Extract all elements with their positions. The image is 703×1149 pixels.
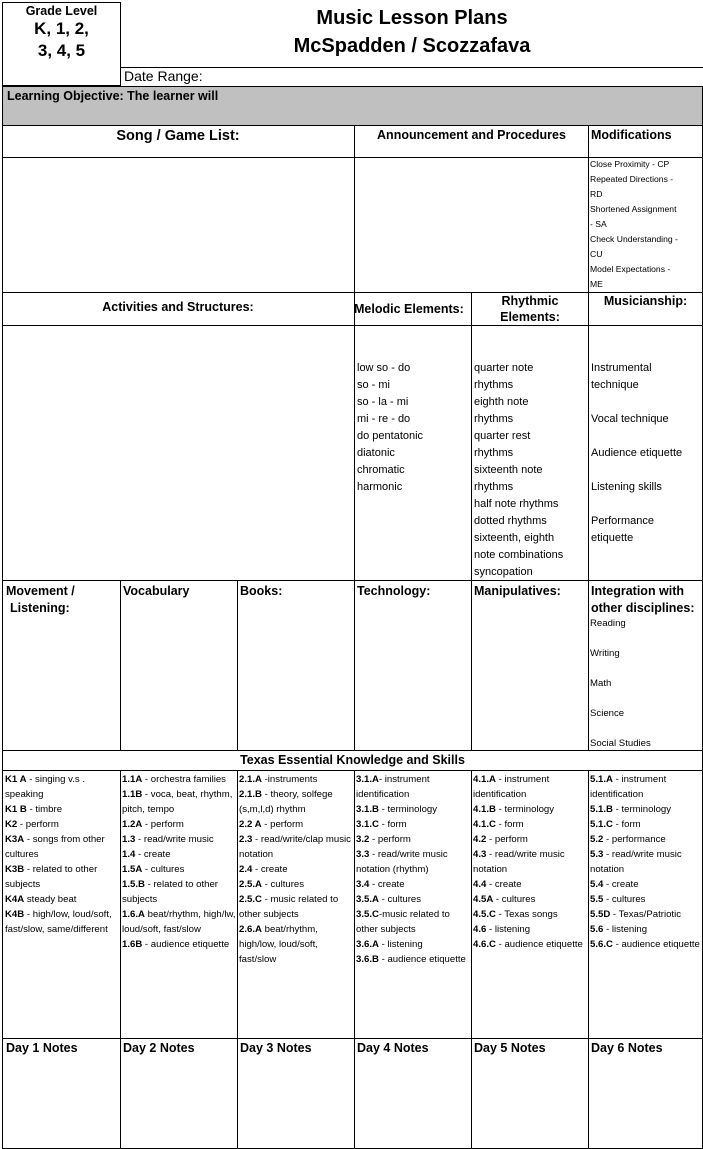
melodic-item: low so - do bbox=[357, 362, 411, 374]
teks-entry bbox=[590, 847, 702, 877]
teks-code: 2.5.C bbox=[239, 894, 262, 905]
melodic-list bbox=[357, 360, 423, 496]
teks-entry bbox=[356, 937, 470, 952]
teks-description: - perform bbox=[261, 819, 304, 830]
teks-entry bbox=[590, 832, 702, 847]
teks-entry bbox=[239, 832, 353, 862]
musicianship-item: technique bbox=[591, 379, 639, 391]
teks-code: 5.1.A bbox=[590, 774, 613, 785]
teks-entry bbox=[239, 817, 353, 832]
teks-description: - listening bbox=[603, 924, 648, 935]
modification-item: Shortened Assignment bbox=[590, 204, 677, 214]
teks-code: 4.2 bbox=[473, 834, 487, 845]
teks-entry bbox=[356, 892, 470, 907]
teks-code: 3.6.B bbox=[356, 954, 379, 965]
modification-item: - SA bbox=[590, 219, 607, 229]
teks-entry bbox=[356, 907, 470, 937]
teks-code: 4.3 bbox=[473, 849, 487, 860]
teks-description: - high/low, loud/soft, fast/slow, same/different bbox=[5, 909, 112, 935]
date-range-label: Date Range: bbox=[124, 68, 203, 84]
teks-code: 3.6.A bbox=[356, 939, 379, 950]
teks-entry bbox=[122, 847, 236, 862]
teks-entry bbox=[590, 802, 702, 817]
day-4-notes: Day 4 Notes bbox=[357, 1041, 429, 1055]
teks-description: - singing v.s . speaking bbox=[5, 774, 85, 800]
modification-item: Close Proximity - CP bbox=[590, 159, 670, 169]
rhythmic-item: quarter note bbox=[474, 362, 534, 374]
teks-entry bbox=[590, 907, 702, 922]
day-3-notes: Day 3 Notes bbox=[240, 1041, 312, 1055]
teks-description: - related to other subjects bbox=[122, 879, 218, 905]
teks-code: 1.4 bbox=[122, 849, 136, 860]
modification-item: CU bbox=[590, 249, 603, 259]
teks-entry bbox=[239, 787, 353, 817]
teks-entry bbox=[590, 817, 702, 832]
teks-description: - audience etiquette bbox=[378, 954, 466, 965]
musicianship-item: Performance bbox=[591, 515, 654, 527]
teks-description: - terminology bbox=[612, 804, 672, 815]
melodic-header: Melodic Elements: bbox=[354, 302, 464, 316]
integration-header bbox=[591, 583, 695, 617]
rhythmic-item: sixteenth note bbox=[474, 464, 543, 476]
learning-objective: Learning Objective: The learner will bbox=[2, 86, 703, 126]
day-6-notes: Day 6 Notes bbox=[591, 1041, 663, 1055]
teks-code: 2.2 A bbox=[239, 819, 262, 830]
teks-entry bbox=[473, 847, 587, 877]
rhythmic-item: rhythms bbox=[474, 481, 514, 493]
teks-entry bbox=[239, 892, 353, 922]
title-line2: McSpadden / Scozzafava bbox=[293, 35, 531, 57]
teks-entry bbox=[473, 772, 587, 802]
integration-item: Writing bbox=[590, 648, 620, 659]
teks-description: - cultures bbox=[603, 894, 646, 905]
teks-code: 1.3 bbox=[122, 834, 136, 845]
modification-item: Model Expectations - bbox=[590, 264, 671, 274]
teks-code: K3B bbox=[5, 864, 25, 875]
activities-header: Activities and Structures: bbox=[102, 300, 254, 314]
teks-entry bbox=[473, 892, 587, 907]
teks-code: 5.1.C bbox=[590, 819, 613, 830]
musicianship-item bbox=[591, 394, 682, 411]
teks-entry bbox=[239, 877, 353, 892]
teks-code: 4.1.B bbox=[473, 804, 496, 815]
teks-description: - read/write music notation (rhythm) bbox=[356, 849, 448, 875]
teks-description: - instrument identification bbox=[473, 774, 550, 800]
musicianship-item: Listening skills bbox=[591, 481, 662, 493]
teks-description: - Texas/Patriotic bbox=[610, 909, 681, 920]
teks-entry bbox=[5, 862, 118, 892]
teks-entry bbox=[239, 772, 353, 787]
teks-description: - cultures bbox=[493, 894, 536, 905]
integration-list bbox=[590, 616, 651, 751]
teks-entry bbox=[122, 832, 236, 847]
books-header: Books: bbox=[240, 584, 283, 598]
teks-entry bbox=[590, 877, 702, 892]
vocabulary-header: Vocabulary bbox=[123, 584, 190, 598]
teks-description: - read/write music bbox=[135, 834, 214, 845]
teks-entry bbox=[239, 862, 353, 877]
teks-entry bbox=[473, 937, 587, 952]
teks-entry bbox=[356, 952, 470, 967]
teks-code: 1.2A bbox=[122, 819, 143, 830]
teks-code: 3.5.A bbox=[356, 894, 379, 905]
teks-description: - theory, solfege (s,m,l,d) rhythm bbox=[239, 789, 333, 815]
teks-description: - perform bbox=[17, 819, 59, 830]
teks-description: - cultures bbox=[261, 879, 305, 890]
teks-entry bbox=[5, 892, 118, 907]
teks-description: - performance bbox=[603, 834, 666, 845]
teks-code: 1.1A bbox=[122, 774, 143, 785]
teks-code: 4.6.C bbox=[473, 939, 496, 950]
teks-description: - terminology bbox=[378, 804, 438, 815]
day-2-notes: Day 2 Notes bbox=[123, 1041, 195, 1055]
teks-description: - orchestra families bbox=[142, 774, 226, 785]
musicianship-item bbox=[591, 462, 682, 479]
teks-entry bbox=[5, 772, 118, 802]
teks-entry bbox=[356, 817, 470, 832]
integration-header-line1: Integration with bbox=[591, 584, 685, 598]
teks-description: - instrument identification bbox=[590, 774, 667, 800]
grade-level-label: Grade Level bbox=[25, 4, 98, 18]
day-1-notes: Day 1 Notes bbox=[6, 1041, 78, 1055]
teks-description: - create bbox=[369, 879, 405, 890]
teks-description: - listening bbox=[486, 924, 531, 935]
manipulatives-header: Manipulatives: bbox=[474, 584, 561, 598]
teks-code: 5.5 bbox=[590, 894, 604, 905]
teks-code: 3.4 bbox=[356, 879, 370, 890]
teks-entry bbox=[122, 877, 236, 907]
modifications-list bbox=[590, 157, 702, 292]
teks-entry bbox=[5, 802, 118, 817]
teks-code: 2.1.A bbox=[239, 774, 262, 785]
teks-code: 2.4 bbox=[239, 864, 253, 875]
rhythmic-item: half note rhythms bbox=[474, 498, 559, 510]
teks-code: K3A bbox=[5, 834, 25, 845]
teks-description: - read/write/clap music notation bbox=[239, 834, 351, 860]
teks-column-k bbox=[5, 772, 118, 937]
teks-description: - cultures bbox=[378, 894, 422, 905]
teks-code: 2.1.B bbox=[239, 789, 262, 800]
teks-entry bbox=[122, 817, 236, 832]
musicianship-header: Musicianship: bbox=[603, 294, 688, 308]
teks-description: - audience etiquette bbox=[612, 939, 700, 950]
teks-description: - create bbox=[135, 849, 171, 860]
teks-column-4 bbox=[473, 772, 587, 952]
rhythmic-item: rhythms bbox=[474, 447, 514, 459]
integration-item: Reading bbox=[590, 618, 626, 629]
teks-entry bbox=[590, 937, 702, 952]
teks-description: - instrument identification bbox=[356, 774, 430, 800]
teks-code: K4B bbox=[5, 909, 25, 920]
teks-code: 1.6B bbox=[122, 939, 143, 950]
teks-description: steady beat bbox=[24, 894, 77, 905]
teks-code: 1.5.B bbox=[122, 879, 145, 890]
teks-entry bbox=[473, 907, 587, 922]
teks-description: - perform bbox=[486, 834, 528, 845]
teks-code: 4.5.C bbox=[473, 909, 496, 920]
musicianship-list bbox=[591, 360, 682, 547]
teks-entry bbox=[122, 772, 236, 787]
teks-entry bbox=[122, 937, 236, 952]
teks-entry bbox=[5, 907, 118, 937]
teks-code: K1 A bbox=[5, 774, 27, 785]
teks-code: 1.6.A bbox=[122, 909, 145, 920]
page-title bbox=[121, 4, 703, 60]
modification-item: RD bbox=[590, 189, 603, 199]
melodic-item: do pentatonic bbox=[357, 430, 424, 442]
teks-code: 4.1.A bbox=[473, 774, 496, 785]
teks-entry bbox=[473, 877, 587, 892]
rhythmic-item: eighth note bbox=[474, 396, 529, 408]
teks-entry bbox=[356, 877, 470, 892]
teks-code: 2.5.A bbox=[239, 879, 262, 890]
musicianship-item: etiquette bbox=[591, 532, 634, 544]
integration-item: Social Studies bbox=[590, 738, 651, 749]
teks-description: - timbre bbox=[26, 804, 63, 815]
teks-entry bbox=[5, 832, 118, 862]
teks-entry bbox=[5, 817, 118, 832]
melodic-item: harmonic bbox=[357, 481, 403, 493]
teks-description: - music related to other subjects bbox=[239, 894, 339, 920]
musicianship-item: Instrumental bbox=[591, 362, 652, 374]
teks-entry bbox=[122, 862, 236, 877]
integration-item: Math bbox=[590, 678, 612, 689]
teks-entry bbox=[590, 892, 702, 907]
teks-code: 3.3 bbox=[356, 849, 370, 860]
technology-header: Technology: bbox=[357, 584, 431, 598]
musicianship-item bbox=[591, 496, 682, 513]
grade-values-line2: 3, 4, 5 bbox=[37, 41, 86, 60]
teks-description: - audience etiquette bbox=[142, 939, 230, 950]
teks-column-2 bbox=[239, 772, 353, 967]
teks-code: 2.3 bbox=[239, 834, 253, 845]
teks-code: K2 bbox=[5, 819, 18, 830]
teks-code: 4.5A bbox=[473, 894, 494, 905]
teks-title: Texas Essential Knowledge and Skills bbox=[240, 753, 465, 767]
teks-code: 5.2 bbox=[590, 834, 604, 845]
teks-description: - read/write music notation bbox=[590, 849, 682, 875]
teks-entry bbox=[122, 907, 236, 937]
teks-description: - form bbox=[495, 819, 524, 830]
teks-code: 3.1.A bbox=[356, 774, 379, 785]
integration-header-line2: other disciplines: bbox=[591, 601, 695, 615]
teks-code: 1.5A bbox=[122, 864, 143, 875]
teks-column-5 bbox=[590, 772, 702, 952]
grade-values-line1: K, 1, 2, bbox=[34, 19, 89, 38]
teks-entry bbox=[473, 832, 587, 847]
grade-level-cell bbox=[2, 2, 121, 86]
teks-description: - audience etiquette bbox=[495, 939, 583, 950]
teks-entry bbox=[473, 922, 587, 937]
teks-description: - form bbox=[612, 819, 641, 830]
teks-code: K1 B bbox=[5, 804, 27, 815]
teks-code: 4.1.C bbox=[473, 819, 496, 830]
teks-entry bbox=[473, 802, 587, 817]
song-game-list-header: Song / Game List: bbox=[116, 128, 240, 144]
musicianship-item: Vocal technique bbox=[591, 413, 669, 425]
musicianship-item bbox=[591, 428, 682, 445]
teks-description: -music related to other subjects bbox=[356, 909, 450, 935]
teks-description: - voca, beat, rhythm, pitch, tempo bbox=[122, 789, 233, 815]
rhythmic-header-line1: Rhythmic bbox=[501, 294, 559, 308]
teks-code: 5.3 bbox=[590, 849, 604, 860]
teks-description: - create bbox=[486, 879, 522, 890]
melodic-item: chromatic bbox=[357, 464, 405, 476]
melodic-item: diatonic bbox=[357, 447, 395, 459]
movement-header-line1: Movement / bbox=[6, 584, 75, 598]
teks-entry bbox=[122, 787, 236, 817]
teks-code: 1.1B bbox=[122, 789, 143, 800]
rhythmic-header bbox=[472, 293, 588, 325]
rhythmic-item: syncopation bbox=[474, 566, 533, 578]
teks-description: - related to other subjects bbox=[5, 864, 98, 890]
rhythmic-item: quarter rest bbox=[474, 430, 531, 442]
teks-code: 4.6 bbox=[473, 924, 487, 935]
teks-description: - listening bbox=[378, 939, 423, 950]
teks-description: -instruments bbox=[261, 774, 318, 785]
teks-entry bbox=[356, 832, 470, 847]
teks-description: - perform bbox=[369, 834, 411, 845]
teks-code: 5.4 bbox=[590, 879, 604, 890]
teks-entry bbox=[356, 802, 470, 817]
movement-header-line2: Listening: bbox=[10, 601, 70, 615]
teks-entry bbox=[473, 817, 587, 832]
teks-code: 3.1.C bbox=[356, 819, 379, 830]
melodic-item: mi - re - do bbox=[357, 413, 411, 425]
day-5-notes: Day 5 Notes bbox=[474, 1041, 546, 1055]
teks-description: - create bbox=[603, 879, 639, 890]
teks-code: K4A bbox=[5, 894, 25, 905]
teks-entry bbox=[356, 772, 470, 802]
teks-code: 5.6.C bbox=[590, 939, 613, 950]
teks-description: beat/rhythm, high/lw, loud/soft, fast/slow bbox=[122, 909, 236, 935]
teks-description: - form bbox=[378, 819, 407, 830]
rhythmic-list bbox=[474, 360, 563, 581]
integration-item: Science bbox=[590, 708, 625, 719]
teks-entry bbox=[590, 772, 702, 802]
teks-description: beat/rhythm, high/low, loud/soft, fast/slow bbox=[239, 924, 318, 965]
teks-entry bbox=[356, 847, 470, 877]
modification-item: ME bbox=[590, 279, 603, 289]
teks-code: 4.4 bbox=[473, 879, 487, 890]
rhythmic-item: sixteenth, eighth bbox=[474, 532, 555, 544]
melodic-item: so - mi bbox=[357, 379, 390, 391]
teks-column-1 bbox=[122, 772, 236, 952]
teks-code: 5.6 bbox=[590, 924, 604, 935]
teks-code: 3.5.C bbox=[356, 909, 379, 920]
teks-entry bbox=[590, 922, 702, 937]
modifications-header: Modifications bbox=[591, 128, 672, 142]
movement-listening-header bbox=[6, 583, 75, 617]
announcements-header: Announcement and Procedures bbox=[377, 128, 566, 142]
teks-description: - Texas songs bbox=[495, 909, 558, 920]
teks-entry bbox=[239, 922, 353, 967]
modification-item: Repeated Directions - bbox=[590, 174, 674, 184]
rhythmic-item: rhythms bbox=[474, 379, 514, 391]
rhythmic-item: rhythms bbox=[474, 413, 514, 425]
rhythmic-header-line2: Elements: bbox=[500, 310, 560, 324]
teks-description: - create bbox=[252, 864, 288, 875]
teks-description: - terminology bbox=[495, 804, 555, 815]
teks-description: - read/write music notation bbox=[473, 849, 565, 875]
teks-code: 3.2 bbox=[356, 834, 370, 845]
teks-description: - perform bbox=[142, 819, 184, 830]
teks-code: 3.1.B bbox=[356, 804, 379, 815]
rhythmic-item: dotted rhythms bbox=[474, 515, 547, 527]
teks-column-3 bbox=[356, 772, 470, 967]
musicianship-item: Audience etiquette bbox=[591, 447, 683, 459]
teks-description: - cultures bbox=[142, 864, 185, 875]
title-line1: Music Lesson Plans bbox=[316, 7, 508, 29]
teks-code: 5.5D bbox=[590, 909, 611, 920]
teks-code: 2.6.A bbox=[239, 924, 262, 935]
melodic-item: so - la - mi bbox=[357, 396, 409, 408]
teks-description: - songs from other cultures bbox=[5, 834, 105, 860]
teks-code: 5.1.B bbox=[590, 804, 613, 815]
modification-item: Check Understanding - bbox=[590, 234, 678, 244]
rhythmic-item: note combinations bbox=[474, 549, 564, 561]
